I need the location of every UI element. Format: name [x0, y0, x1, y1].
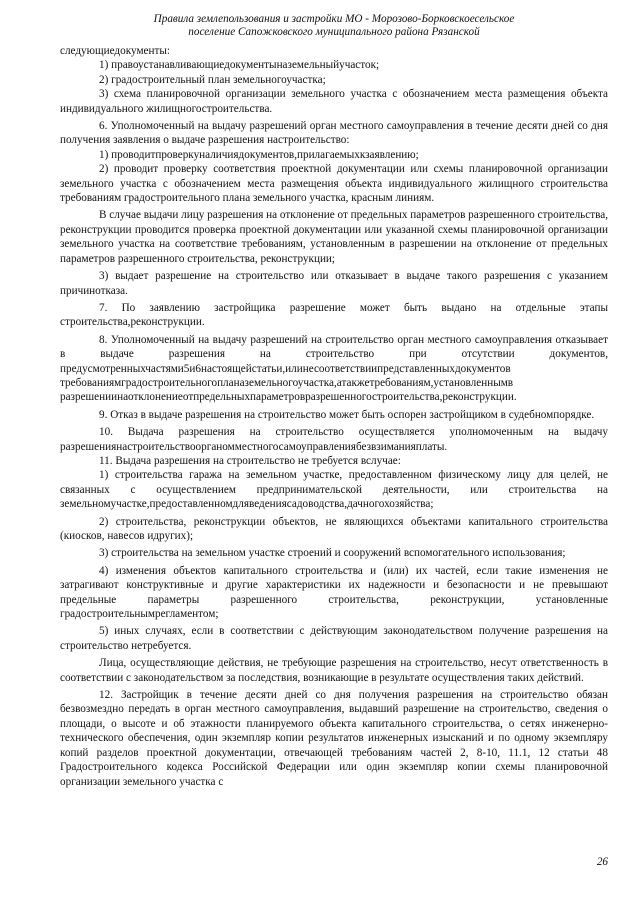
document-body — [60, 44, 608, 789]
paragraph: В случае выдачи лицу разрешения на отклонение от предельных параметров разрешенного строительства, реконструкции проводится проверка проектной документации или указанной схемы планировочной организации земельного участка на соответствие требованиям, установленным в разрешении на отклонение от предельных параметров разрешенного строительства, реконструкции; — [60, 209, 609, 265]
paragraph: 3) схема планировочной организации земельного участка с обозначением места размещения объекта индивидуального жилищногостроительства. — [60, 88, 608, 115]
paragraph: 4) изменения объектов капитального строительства и (или) их частей, если такие изменения не затрагивают конструктивные и другие характеристики их надежности и безопасности и не превышают предельные параметры разрешенного строительства, реконструкции, установленные градостроительнымрегламентом; — [60, 564, 608, 621]
paragraph: 9. Отказ в выдаче разрешения на строительство может быть оспорен застройщиком в судебномпорядке. — [99, 408, 595, 421]
paragraph: 6. Уполномоченный на выдачу разрешений орган местного самоуправления в течение десяти дней со дня получения заявления о выдаче разрешения настроительство: — [60, 120, 608, 147]
paragraph: 3) строительства на земельном участке строений и сооружений вспомогательного использования; — [99, 547, 566, 560]
paragraph: 8. Уполномоченный на выдачу разрешений на строительство орган местного самоуправления отказывает в выдаче разрешения на строительство при отсутствии документов, предусмотренныхчастями5и6настоящейстатьи,илинесоответствиипредставленныхдокументов требованиямградостроительногопланаземельногоучастка,атакжетребованиям,установленнымв разрешениинаотклонениеотпредельныхпараметровразрешенногостроительства,реконструкции. — [60, 333, 608, 404]
paragraph: 2) градостроительный план земельногоучастка; — [99, 73, 326, 86]
paragraph: 5) иных случаях, если в соответствии с действующим законодательством получение разрешения на строительство нетребуется. — [60, 625, 608, 652]
paragraph: 10. Выдача разрешения на строительство осуществляется уполномоченным на выдачу разрешениянастроительствоорганомместногосамоуправлениябезвзиманияплаты. — [60, 426, 608, 453]
paragraph: 1) правоустанавливающиедокументыназемельныйучасток; — [99, 59, 380, 72]
paragraph: 1) проводитпроверкуналичиядокументов,прилагаемыхкзаявлению; — [99, 148, 419, 161]
paragraph: 3) выдает разрешение на строительство или отказывает в выдаче такого разрешения с указанием причинотказа. — [60, 270, 608, 297]
paragraph: 7. По заявлению застройщика разрешение может быть выдано на отдельные этапы строительства,реконструкции. — [60, 301, 608, 329]
paragraph: следующиедокументы: — [60, 45, 170, 57]
page-header — [60, 13, 608, 39]
header-line-1: Правила землепользования и застройки МО - Морозово-Борковскоесельское — [153, 13, 515, 25]
paragraph: 2) строительства, реконструкции объектов, не являющихся объектами капитального строительства (киосков, навесов идругих); — [60, 515, 608, 542]
paragraph: 12. Застройщик в течение десяти дней со дня получения разрешения на строительство обязан безвозмездно передать в орган местного самоуправления, выдавший разрешение на строительство, сведения о площади, о высоте и об этажности планируемого объекта капитального строительства, о сетях инженерно-технического обеспечения, один экземпляр копии результатов инженерных изысканий и по одному экземпляру копий разделов проектной документации, отвечающей требованиям частей 2, 8-10, 11.1, 12 статьи 48 Градостроительного кодекса Российской Федерации или один экземпляр копии схемы планировочной организации земельного участка с — [60, 689, 608, 788]
paragraph: Лица, осуществляющие действия, не требующие разрешения на строительство, несут ответственность в соответствии с законодательством за последствия, возникающие в результате осуществления таких действий. — [60, 657, 608, 684]
header-line-2: поселение Сапожковского муниципального района Рязанской — [188, 26, 480, 38]
page-number: 26 — [596, 856, 608, 868]
paragraph: 11. Выдача разрешения на строительство не требуется вслучае: — [99, 454, 401, 467]
paragraph: 2) проводит проверку соответствия проектной документации или схемы планировочной организации земельного участка с обозначением места размещения объекта индивидуального жилищного строительства требованиям градостроительного плана земельного участка, красным линиям. — [60, 163, 608, 205]
paragraph: 1) строительства гаража на земельном участке, предоставленном физическому лицу для целей, не связанных с осуществлением предпринимательской деятельности, или строительства на земельномучастке,предоставленномдляведениясадоводства,дачногохозяйства; — [60, 469, 608, 511]
